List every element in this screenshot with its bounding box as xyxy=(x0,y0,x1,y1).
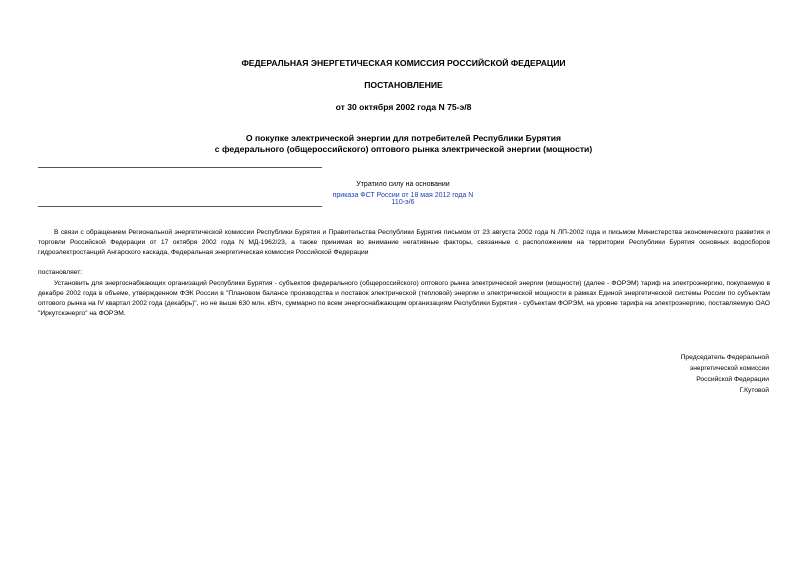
signatory-title-line1: Председатель Федеральной xyxy=(680,354,769,361)
signatory-title-line3: Российской Федерации xyxy=(696,376,769,383)
lost-force-link[interactable]: приказа ФСТ России от 18 мая 2012 года N 110-э/6 xyxy=(332,192,474,206)
document-date-number: от 30 октября 2002 года N 75-э/8 xyxy=(335,102,472,112)
divider-bottom xyxy=(38,206,322,207)
document-subject-line1: О покупке электрической энергии для потребителей Республики Бурятия xyxy=(245,133,562,143)
document-type: ПОСТАНОВЛЕНИЕ xyxy=(364,80,443,90)
preamble-paragraph: В связи с обращением Региональной энергетической комиссии Республики Бурятия и Правительства Республики Бурятия письмом от 23 августа 2002 года N ЛП-2002 года и письмом Министерства экономического развития и торговли Российской Федерации от 17 октября 2002 года N МД-1962/23, а также принимая во внимание негативные факторы, связанные с расположением на территории Республики Бурятия основных водосборов гидроэлектростанций Ангарского каскада, Федеральная энергетическая комиссия Российской Федерации xyxy=(38,229,770,256)
issuing-organization: ФЕДЕРАЛЬНАЯ ЭНЕРГЕТИЧЕСКАЯ КОМИССИЯ РОССИЙСКОЙ ФЕДЕРАЦИИ xyxy=(241,58,566,68)
document-subject-line2: с федерального (общероссийского) оптового рынка электрической энергии (мощности) xyxy=(214,144,593,154)
divider-top xyxy=(38,167,322,168)
resolves-label: постановляет: xyxy=(38,269,83,276)
signatory-name: Г.Кутовой xyxy=(739,387,769,394)
lost-force-note: Утратило силу на основании xyxy=(356,181,450,188)
signature-block xyxy=(681,352,769,396)
signatory-title-line2: энергетической комиссии xyxy=(689,365,769,372)
resolution-paragraph: Установить для энергоснабжающих организаций Республики Бурятия - субъектов федерального (общероссийского) оптового рынка электрической энергии (мощности) (далее - ФОРЭМ) тариф на электроэнергию, покупаемую в декабре 2002 года в объеме, утвержденном ФЭК России в "Плановом балансе производства и поставок электрической (тепловой) энергии и электрической мощности в рамках Единой энергетической системы России по субъектам оптового рынка на IV квартал 2002 года (декабрь)", но не выше 630 млн. кВтч, суммарно по всем энергоснабжающим организациям Республики Бурятия - субъектам ФОРЭМ, на уровне тарифа на электроэнергию, поставляемую ОАО "Иркутскэнерго" на ФОРЭМ. xyxy=(38,280,770,317)
